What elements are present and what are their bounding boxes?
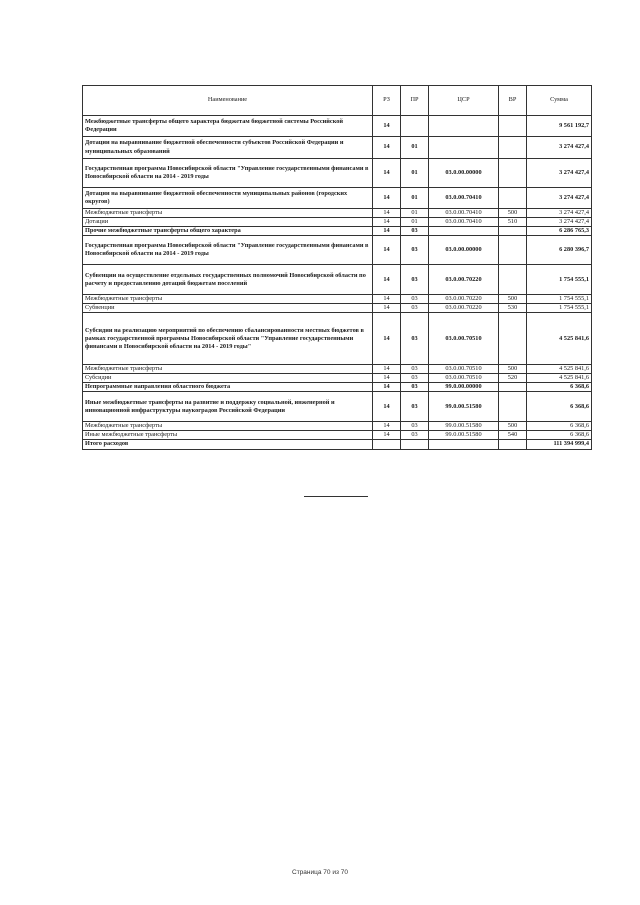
cell-vr: [499, 236, 527, 265]
budget-table: [82, 85, 592, 450]
cell-rz: 14: [373, 236, 401, 265]
table-header-row: [83, 86, 592, 116]
cell-csr: [429, 440, 499, 449]
cell-csr: 03.0.00.00000: [429, 236, 499, 265]
cell-pr: 03: [401, 265, 429, 295]
cell-name: Субвенции на осуществление отдельных государственных полномочий Новосибирской области по расчету и предоставлению дотаций бюджетам поселений: [83, 265, 373, 295]
cell-pr: 03: [401, 422, 429, 431]
cell-vr: [499, 265, 527, 295]
table-row: [83, 304, 592, 313]
cell-vr: [499, 159, 527, 188]
cell-sum: 4 525 841,6: [527, 365, 592, 374]
cell-name: Субсидии: [83, 374, 373, 383]
header-rz: РЗ: [373, 86, 401, 116]
cell-vr: 500: [499, 295, 527, 304]
cell-rz: [373, 440, 401, 449]
cell-pr: 03: [401, 374, 429, 383]
cell-sum: 6 368,6: [527, 431, 592, 440]
cell-name: Межбюджетные трансферты: [83, 365, 373, 374]
cell-csr: 03.0.00.70220: [429, 265, 499, 295]
cell-name: Государственная программа Новосибирской области "Управление государственными финансами в Новосибирской области на 2014 - 2019 годы: [83, 236, 373, 265]
cell-rz: 14: [373, 218, 401, 227]
page-footer: Страница 70 из 70: [292, 869, 348, 876]
cell-pr: 03: [401, 392, 429, 422]
cell-csr: 99.0.00.51580: [429, 392, 499, 422]
cell-csr: 03.0.00.70220: [429, 295, 499, 304]
cell-rz: 14: [373, 137, 401, 159]
cell-rz: 14: [373, 431, 401, 440]
header-sum: Сумма: [527, 86, 592, 116]
cell-csr: 03.0.00.00000: [429, 159, 499, 188]
cell-vr: 520: [499, 374, 527, 383]
cell-pr: 03: [401, 383, 429, 392]
cell-vr: [499, 392, 527, 422]
cell-pr: 01: [401, 159, 429, 188]
cell-name: Дотации: [83, 218, 373, 227]
cell-csr: [429, 227, 499, 236]
cell-sum: 3 274 427,4: [527, 218, 592, 227]
cell-vr: 540: [499, 431, 527, 440]
cell-csr: 03.0.00.70410: [429, 209, 499, 218]
cell-csr: 03.0.00.70510: [429, 313, 499, 365]
cell-rz: 14: [373, 209, 401, 218]
cell-vr: 500: [499, 422, 527, 431]
table-row: [83, 218, 592, 227]
cell-vr: [499, 227, 527, 236]
cell-pr: 03: [401, 295, 429, 304]
table-row: [83, 236, 592, 265]
cell-rz: 14: [373, 422, 401, 431]
cell-name: Дотации на выравнивание бюджетной обеспеченности муниципальных районов (городских округов): [83, 188, 373, 209]
table-row: [83, 374, 592, 383]
table-row: [83, 440, 592, 449]
header-pr: ПР: [401, 86, 429, 116]
cell-sum: 3 274 427,4: [527, 188, 592, 209]
cell-name: Субсидии на реализацию мероприятий по обеспечению сбалансированности местных бюджетов в рамках государственной программы Новосибирской области "Управление государственными финансами в Новосибирской области на 2014 - 2019 годы": [83, 313, 373, 365]
cell-sum: 111 394 999,4: [527, 440, 592, 449]
cell-vr: [499, 313, 527, 365]
cell-csr: [429, 137, 499, 159]
cell-sum: 9 561 192,7: [527, 116, 592, 137]
table-row: [83, 422, 592, 431]
cell-pr: 03: [401, 236, 429, 265]
cell-pr: 03: [401, 313, 429, 365]
cell-pr: 03: [401, 365, 429, 374]
table-body: [83, 116, 592, 450]
table-row: [83, 137, 592, 159]
cell-vr: 500: [499, 365, 527, 374]
cell-vr: 510: [499, 218, 527, 227]
header-name: Наименование: [83, 86, 373, 116]
cell-name: Межбюджетные трансферты: [83, 422, 373, 431]
cell-rz: 14: [373, 188, 401, 209]
table-row: [83, 313, 592, 365]
cell-csr: 03.0.00.70510: [429, 374, 499, 383]
cell-sum: 6 368,6: [527, 392, 592, 422]
cell-vr: [499, 440, 527, 449]
cell-csr: 03.0.00.70410: [429, 218, 499, 227]
table-row: [83, 116, 592, 137]
table-row: [83, 392, 592, 422]
cell-name: Дотации на выравнивание бюджетной обеспеченности субъектов Российской Федерации и муниципальных образований: [83, 137, 373, 159]
table-row: [83, 227, 592, 236]
cell-rz: 14: [373, 365, 401, 374]
end-divider-line: [304, 496, 368, 497]
cell-rz: 14: [373, 295, 401, 304]
cell-name: Иные межбюджетные трансферты: [83, 431, 373, 440]
table-row: [83, 295, 592, 304]
table-row: [83, 209, 592, 218]
cell-pr: 01: [401, 218, 429, 227]
cell-name: Государственная программа Новосибирской области "Управление государственными финансами в Новосибирской области на 2014 - 2019 годы: [83, 159, 373, 188]
cell-csr: 99.0.00.51580: [429, 431, 499, 440]
table-row: [83, 188, 592, 209]
cell-sum: 1 754 555,1: [527, 265, 592, 295]
cell-sum: 1 754 555,1: [527, 304, 592, 313]
cell-csr: 03.0.00.70510: [429, 365, 499, 374]
cell-vr: 530: [499, 304, 527, 313]
table-row: [83, 265, 592, 295]
cell-name: Межбюджетные трансферты: [83, 209, 373, 218]
table-row: [83, 383, 592, 392]
cell-sum: 6 368,6: [527, 383, 592, 392]
cell-rz: 14: [373, 227, 401, 236]
cell-pr: 03: [401, 304, 429, 313]
cell-pr: 03: [401, 431, 429, 440]
cell-vr: [499, 137, 527, 159]
cell-name: Межбюджетные трансферты: [83, 295, 373, 304]
cell-sum: 1 754 555,1: [527, 295, 592, 304]
cell-rz: 14: [373, 159, 401, 188]
cell-name: Итого расходов: [83, 440, 373, 449]
cell-rz: 14: [373, 374, 401, 383]
cell-csr: 99.0.00.00000: [429, 383, 499, 392]
cell-name: Непрограммные направления областного бюджета: [83, 383, 373, 392]
cell-pr: [401, 116, 429, 137]
header-csr: ЦСР: [429, 86, 499, 116]
cell-rz: 14: [373, 116, 401, 137]
cell-pr: 01: [401, 188, 429, 209]
table-row: [83, 159, 592, 188]
table-row: [83, 431, 592, 440]
cell-name: Иные межбюджетные трансферты на развитие и поддержку социальной, инженерной и инновационной инфраструктуры наукоградов Российской Федерации: [83, 392, 373, 422]
cell-sum: 3 274 427,4: [527, 159, 592, 188]
cell-sum: 3 274 427,4: [527, 137, 592, 159]
cell-rz: 14: [373, 304, 401, 313]
cell-pr: [401, 440, 429, 449]
cell-sum: 6 368,6: [527, 422, 592, 431]
cell-rz: 14: [373, 392, 401, 422]
cell-csr: [429, 116, 499, 137]
cell-name: Межбюджетные трансферты общего характера бюджетам бюджетной системы Российской Федерации: [83, 116, 373, 137]
cell-sum: 3 274 427,4: [527, 209, 592, 218]
cell-sum: 4 525 841,6: [527, 313, 592, 365]
cell-sum: 6 280 396,7: [527, 236, 592, 265]
cell-csr: 03.0.00.70410: [429, 188, 499, 209]
cell-rz: 14: [373, 313, 401, 365]
cell-csr: 03.0.00.70220: [429, 304, 499, 313]
header-vr: ВР: [499, 86, 527, 116]
cell-vr: [499, 188, 527, 209]
cell-csr: 99.0.00.51580: [429, 422, 499, 431]
cell-pr: 03: [401, 227, 429, 236]
cell-name: Субвенции: [83, 304, 373, 313]
cell-vr: [499, 116, 527, 137]
table-row: [83, 365, 592, 374]
cell-vr: [499, 383, 527, 392]
cell-sum: 6 286 765,3: [527, 227, 592, 236]
cell-rz: 14: [373, 383, 401, 392]
cell-pr: 01: [401, 137, 429, 159]
cell-name: Прочие межбюджетные трансферты общего характера: [83, 227, 373, 236]
cell-rz: 14: [373, 265, 401, 295]
cell-pr: 01: [401, 209, 429, 218]
cell-vr: 500: [499, 209, 527, 218]
cell-sum: 4 525 841,6: [527, 374, 592, 383]
